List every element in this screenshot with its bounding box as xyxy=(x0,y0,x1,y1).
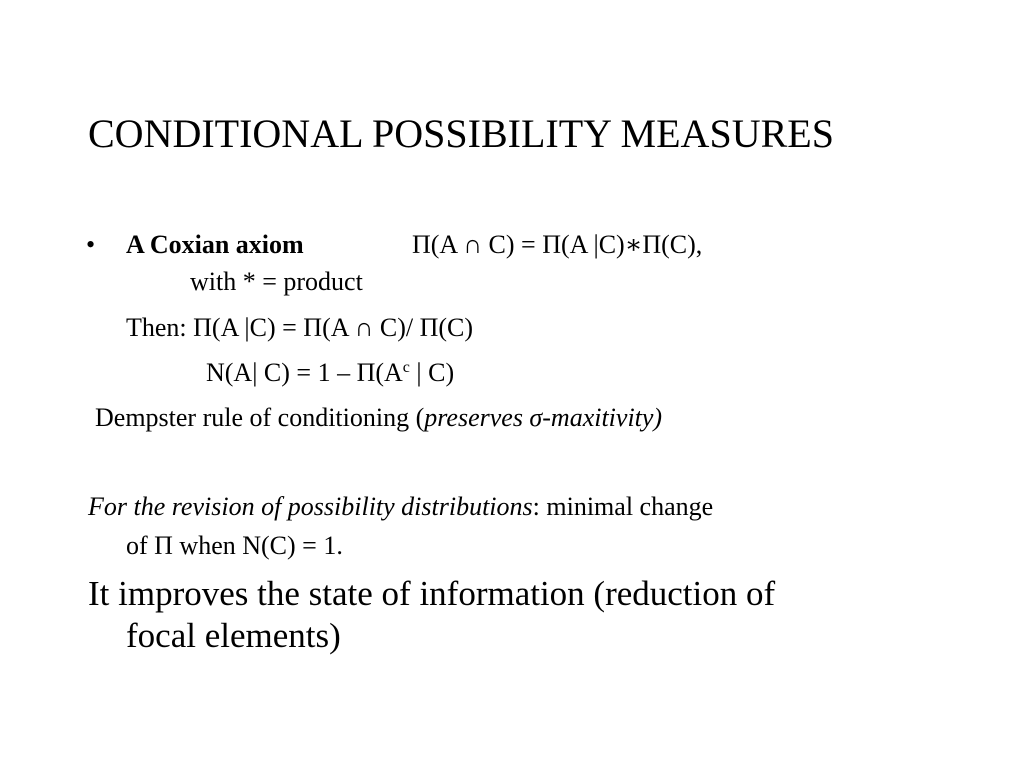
revision-line-2: of Π when N(C) = 1. xyxy=(126,531,343,560)
necessity-prefix: N(A| C) = 1 – Π(A xyxy=(206,358,403,387)
then-formula: Π(A |C) = Π(A ∩ C)/ Π(C) xyxy=(193,313,474,342)
coxian-axiom-line xyxy=(126,229,304,261)
coxian-axiom-label: A Coxian axiom xyxy=(126,230,304,259)
with-product-note: with * = product xyxy=(190,267,363,296)
revision-rest: : minimal change xyxy=(532,492,714,521)
improves-line-2: focal elements) xyxy=(126,616,341,655)
slide-title: CONDITIONAL POSSIBILITY MEASURES xyxy=(88,111,834,156)
improves-line-1: It improves the state of information (reduction of xyxy=(88,574,776,613)
bullet-marker: • xyxy=(86,230,96,259)
then-formula-line xyxy=(126,312,473,344)
necessity-suffix: | C) xyxy=(409,358,455,387)
revision-italic: For the revision of possibility distributions xyxy=(88,492,533,521)
revision-line-1 xyxy=(88,491,713,523)
dempster-italic: preserves σ-maxitivity) xyxy=(424,403,663,432)
coxian-axiom-formula: Π(A ∩ C) = Π(A |C)∗Π(C), xyxy=(412,230,703,259)
dempster-text: Dempster rule of conditioning ( xyxy=(95,403,425,432)
complement-superscript: c xyxy=(402,359,410,376)
dempster-rule-line xyxy=(95,402,662,434)
necessity-formula-line xyxy=(206,357,454,389)
then-label: Then: xyxy=(126,313,194,342)
